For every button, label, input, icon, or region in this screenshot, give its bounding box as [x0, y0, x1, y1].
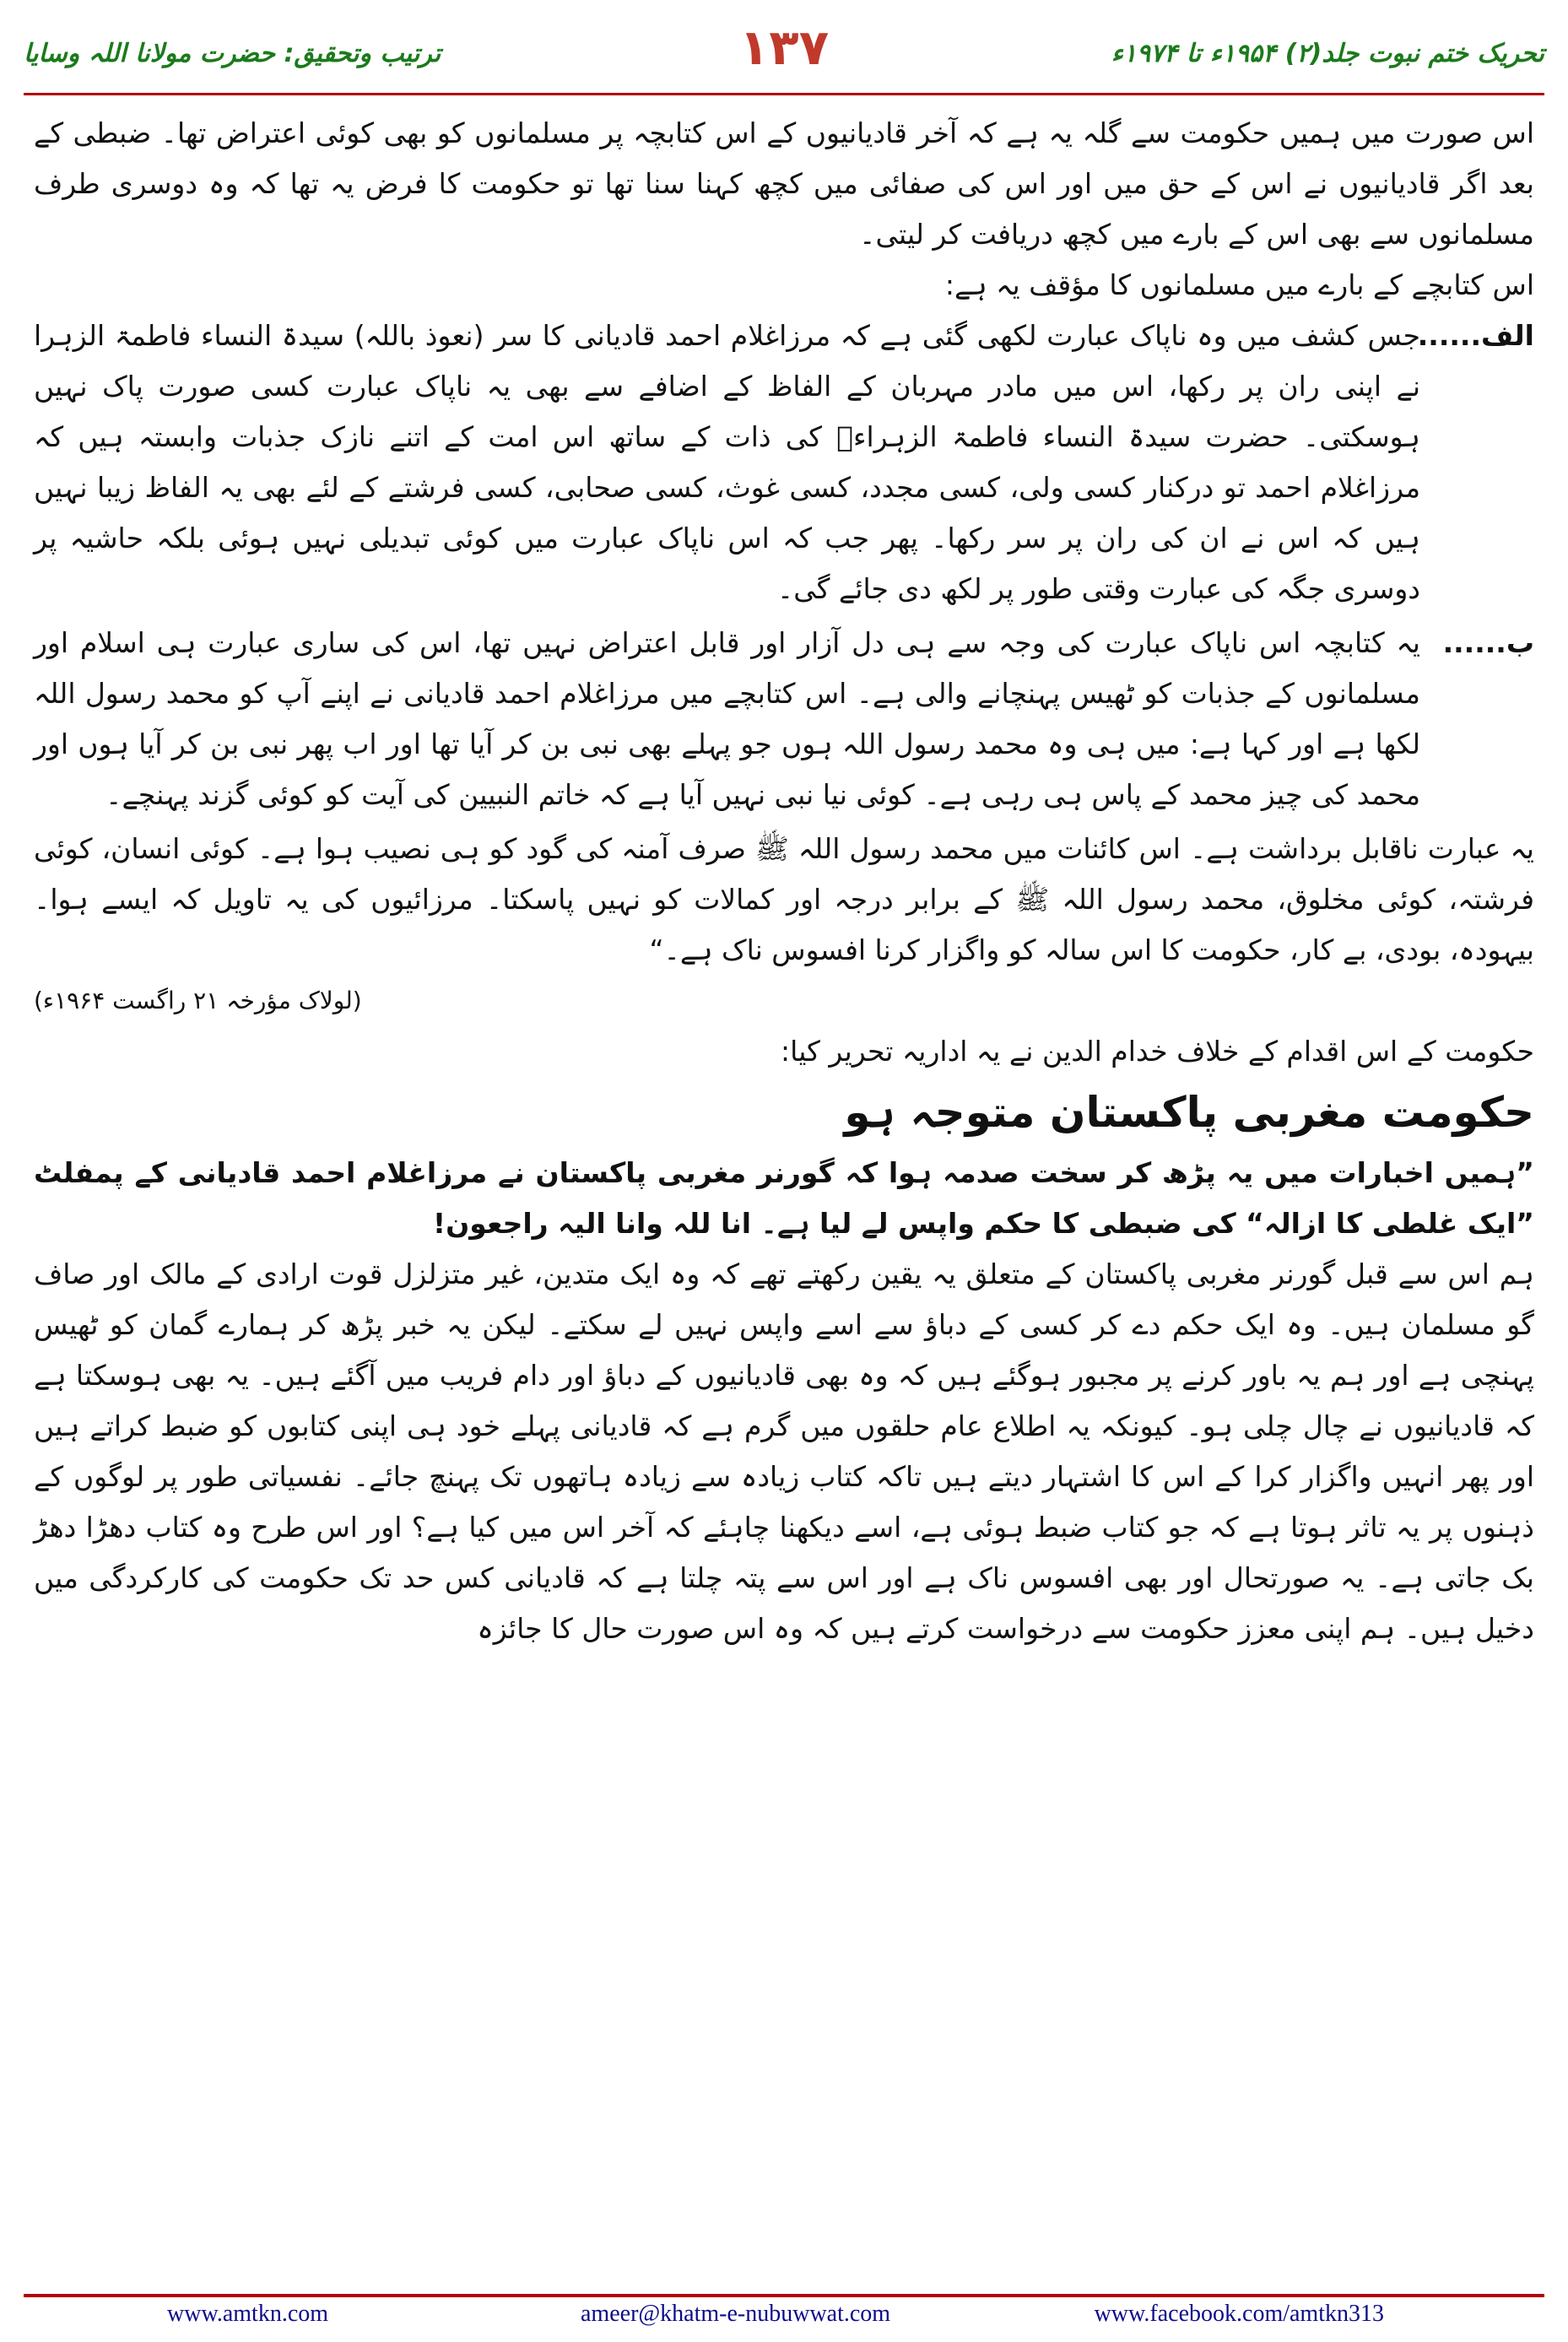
list-item-be-text: یہ کتابچہ اس ناپاک عبارت کی وجہ سے ہی دل آزار اور قابل اعتراض نہیں تھا، اس کی ساری عبارت ہی اسلام اور مسلمانوں کے جذبات کو ٹھیس پہنچانے والی ہے۔ اس کتابچے میں مرزاغلام احمد قادیانی نے اپنے آپ کو محمد رسول اللہ لکھا ہے اور کہا ہے: میں ہی وہ محمد رسول اللہ ہوں جو پہلے بھی نبی بن کر آیا تھا اور اب پھر نبی بن کر آیا ہوں اور محمد کی چیز محمد کے پاس ہی رہی ہے۔ کوئی نیا نبی نہیں آیا ہے کہ خاتم النبیین کی آیت کو کوئی گزند پہنچے۔: [34, 626, 1420, 811]
paragraph-5: ”ہمیں اخبارات میں یہ پڑھ کر سخت صدمہ ہوا کہ گورنر مغربی پاکستان نے مرزاغلام احمد قادیانی کے پمفلٹ ”ایک غلطی کا ازالہ“ کی ضبطی کا حکم واپس لے لیا ہے۔ انا للہ وانا الیہ راجعون!: [34, 1156, 1534, 1240]
list-item-alif: [34, 311, 1534, 614]
paragraph-2: اس کتابچے کے بارے میں مسلمانوں کا مؤقف یہ ہے:: [944, 268, 1534, 301]
section-heading: حکومت مغربی پاکستان متوجہ ہو: [844, 1088, 1534, 1137]
paragraph-1: اس صورت میں ہمیں حکومت سے گلہ یہ ہے کہ آخر قادیانیوں کے اس کتابچہ پر مسلمانوں کو بھی کوئی اعتراض تھا۔ ضبطی کے بعد اگر قادیانیوں نے اس کے حق میں اور اس کی صفائی میں کچھ کہنا سنا تھا تو حکومت کا فرض یہ تھا کہ وہ دوسری طرف مسلمانوں سے بھی اس کے بارے میں کچھ دریافت کر لیتی۔: [34, 116, 1534, 251]
source-citation: (لولاک مؤرخہ ۲۱ راگست ۱۹۶۴ء): [34, 987, 362, 1014]
list-marker-be: ب......: [1442, 626, 1534, 659]
article-body: [34, 108, 1534, 1654]
paragraph-6: ہم اس سے قبل گورنر مغربی پاکستان کے متعلق یہ یقین رکھتے تھے کہ وہ ایک متدین، غیر متزلزل قوت ارادی کے مالک اور صاف گو مسلمان ہیں۔ وہ ایک حکم دے کر کسی کے دباؤ سے اسے واپس نہیں لے سکتے۔ لیکن یہ خبر پڑھ کر ہمارے گمان کو ٹھیس پہنچی ہے اور ہم یہ باور کرنے پر مجبور ہوگئے ہیں کہ وہ بھی قادیانیوں کے دباؤ اور دام فریب میں آگئے ہیں۔ یہ بھی ہوسکتا ہے کہ قادیانیوں نے چال چلی ہو۔ کیونکہ یہ اطلاع عام حلقوں میں گرم ہے کہ قادیانی پہلے خود ہی اپنی کتابوں کو ضبط کراتے ہیں اور پھر انہیں واگزار کرا کے اس کا اشتہار دیتے ہیں تاکہ کتاب زیادہ سے زیادہ ہاتھوں تک پہنچ جائے۔ نفسیاتی طور پر لوگوں کے ذہنوں پر یہ تاثر ہوتا ہے کہ جو کتاب ضبط ہوئی ہے، اسے دیکھنا چاہئے کہ آخر اس میں کیا ہے؟ اور اس طرح وہ کتاب دھڑا دھڑ بک جاتی ہے۔ یہ صورتحال اور بھی افسوس ناک ہے اور اس سے پتہ چلتا ہے کہ قادیانی کس حد تک حکومت کی کارکردگی میں دخیل ہیں۔ ہم اپنی معزز حکومت سے درخواست کرتے ہیں کہ وہ اس صورت حال کا جائزہ: [34, 1258, 1534, 1645]
list-item-alif-text: جس کشف میں وہ ناپاک عبارت لکھی گئی ہے کہ مرزاغلام احمد قادیانی کا سر (نعوذ باللہ) سیدۃ النساء فاطمۃ الزہرا نے اپنی ران پر رکھا، اس میں مادر مہربان کے الفاظ کے اضافے سے بھی یہ ناپاک عبارت کسی صورت پاک نہیں ہوسکتی۔ حضرت سیدۃ النساء فاطمۃ الزہراءؓ کی ذات کے ساتھ اس امت کے اتنے نازک جذبات وابستہ ہیں کہ مرزاغلام احمد تو درکنار کسی ولی، کسی مجدد، کسی غوث، کسی صحابی، کسی فرشتے کے لئے بھی یہ الفاظ زیبا نہیں ہیں کہ اس نے ان کی ران پر سر رکھا۔ پھر جب کہ اس ناپاک عبارت میں کوئی تبدیلی نہیں ہوئی بلکہ حاشیہ پر دوسری جگہ کی عبارت وقتی طور پر لکھ دی جائے گی۔: [34, 319, 1420, 605]
book-title: تحریک ختم نبوت جلد(۲) ۱۹۵۴ء تا ۱۹۷۴ء: [1111, 39, 1544, 68]
page-header: [24, 15, 1544, 91]
page-footer: [24, 2301, 1544, 2334]
list-item-be: [34, 618, 1534, 820]
email-link[interactable]: ameer@khatm-e-nubuwwat.com: [581, 2301, 891, 2327]
compiler-credit: ترتیب وتحقیق: حضرت مولانا اللہ وسایا: [24, 39, 441, 68]
facebook-link[interactable]: www.facebook.com/amtkn313: [1094, 2301, 1384, 2327]
website-link[interactable]: www.amtkn.com: [167, 2301, 329, 2327]
page-number: ۱۳۷: [738, 19, 830, 76]
header-divider: [24, 93, 1544, 95]
paragraph-4: حکومت کے اس اقدام کے خلاف خدام الدین نے یہ اداریہ تحریر کیا:: [781, 1035, 1534, 1068]
paragraph-3: یہ عبارت ناقابل برداشت ہے۔ اس کائنات میں محمد رسول اللہ ﷺ صرف آمنہ کی گود کو ہی نصیب ہوا ہے۔ کوئی انسان، کوئی فرشتہ، کوئی مخلوق، محمد رسول اللہ ﷺ کے برابر درجہ اور کمالات کو نہیں پاسکتا۔ مرزائیوں کی یہ تاویل کہ ایسے ہوا۔ بیہودہ، بودی، بے کار، حکومت کا اس سالہ کو واگزار کرنا افسوس ناک ہے۔“: [34, 832, 1534, 966]
footer-divider: [24, 2294, 1544, 2297]
list-marker-alif: الف......: [1417, 319, 1534, 352]
